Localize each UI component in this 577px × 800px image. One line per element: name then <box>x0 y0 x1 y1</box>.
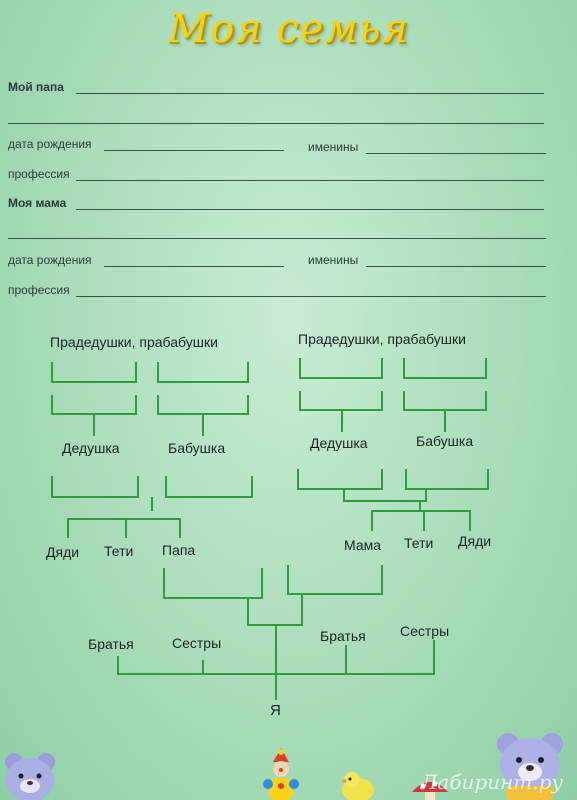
dad-profession-label: профессия <box>8 167 70 181</box>
brothers-right-label: Братья <box>320 628 366 644</box>
grandpa-right-label: Дедушка <box>310 435 368 451</box>
mom-label: Моя мама <box>8 196 67 210</box>
greats-right-label: Прадедушки, прабабушки <box>298 331 466 347</box>
dad-label: Мой папа <box>8 80 64 94</box>
mom-nameday-label: именины <box>308 253 359 267</box>
uncles-right-label: Дяди <box>458 533 492 549</box>
greats-left-label: Прадедушки, прабабушки <box>50 334 218 350</box>
mom-birth-label: дата рождения <box>8 253 92 267</box>
sisters-left-label: Сестры <box>172 635 222 651</box>
duckling-icon <box>338 770 378 800</box>
papa-label: Папа <box>162 542 196 558</box>
grandpa-left-label: Дедушка <box>62 440 120 456</box>
aunts-left-label: Тети <box>104 543 134 559</box>
page-title: Моя семья <box>168 6 409 52</box>
dad-nameday-label: именины <box>308 140 359 154</box>
brothers-left-label: Братья <box>88 636 134 652</box>
uncles-left-label: Дяди <box>46 544 80 560</box>
teddy-bear-icon <box>0 748 60 800</box>
dad-birth-label: дата рождения <box>8 137 92 151</box>
grandma-left-label: Бабушка <box>168 440 226 456</box>
mama-label: Мама <box>344 537 382 553</box>
mom-profession-label: профессия <box>8 283 70 297</box>
clown-toy-icon <box>258 748 304 800</box>
grandma-right-label: Бабушка <box>416 433 474 449</box>
sisters-right-label: Сестры <box>400 623 450 639</box>
aunts-right-label: Тети <box>404 535 434 551</box>
watermark: Лабиринт.ру <box>420 770 563 794</box>
me-label: Я <box>270 702 281 719</box>
